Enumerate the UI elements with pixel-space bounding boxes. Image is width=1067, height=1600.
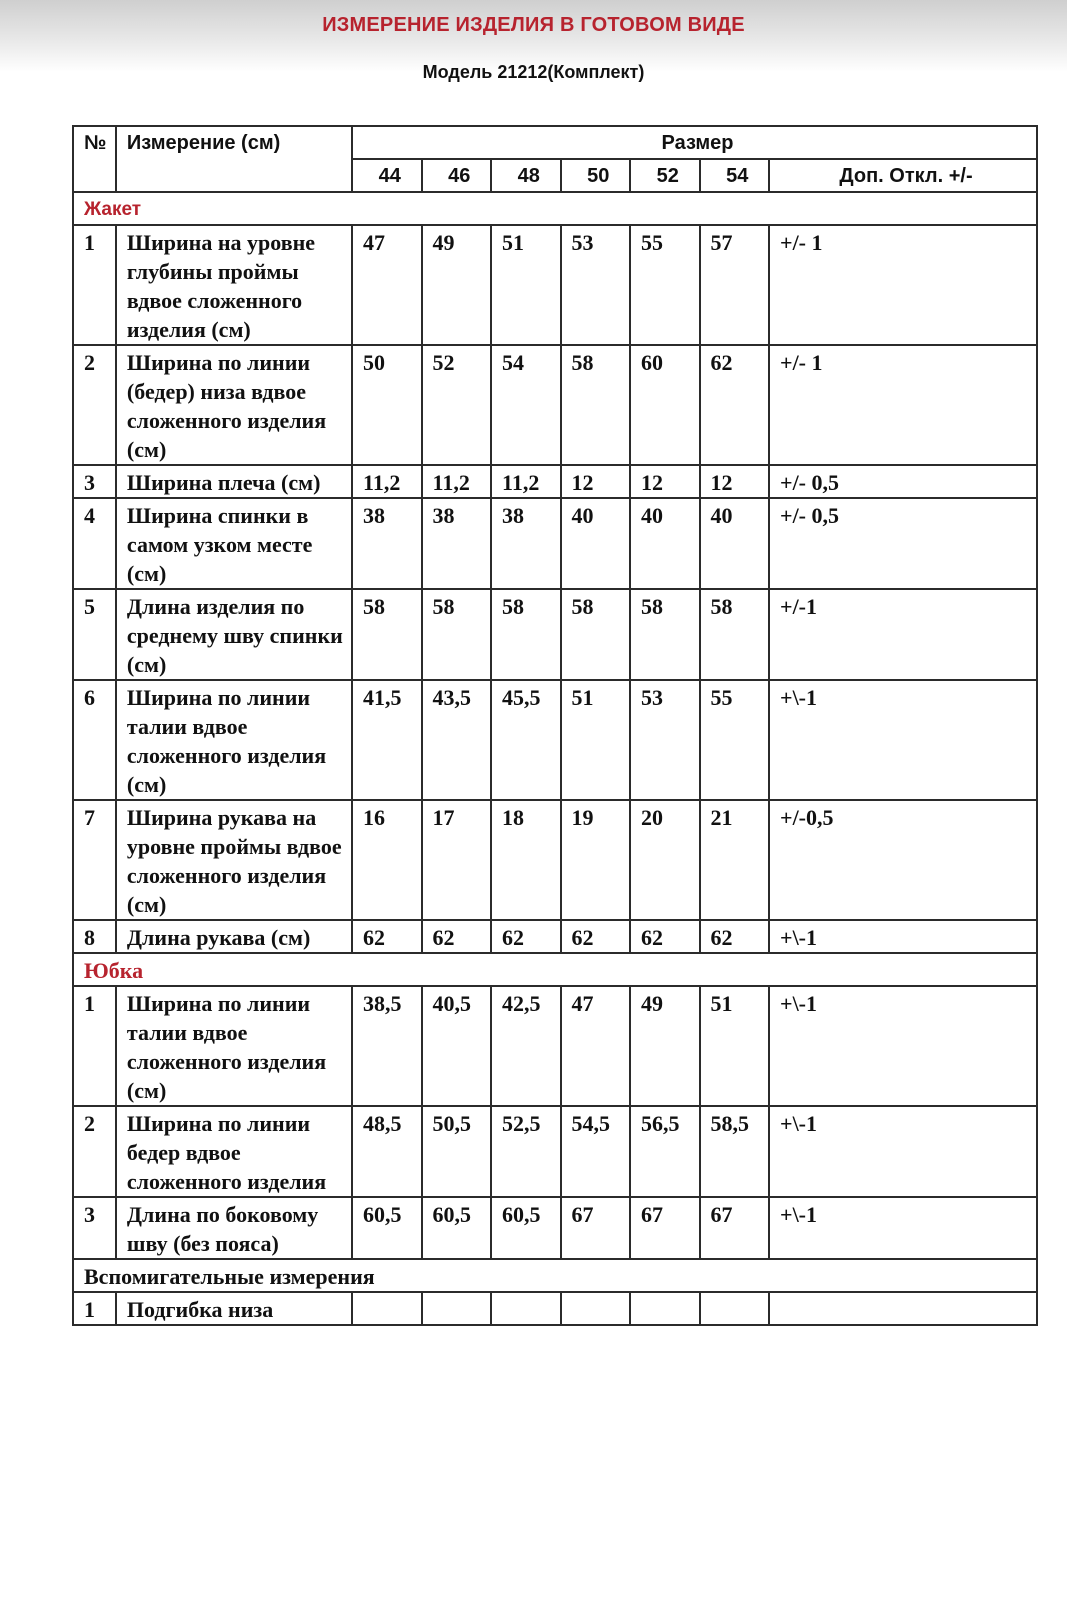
- row-value-size-52: 53: [630, 680, 700, 800]
- row-value-size-50: 40: [561, 498, 631, 589]
- row-number: 2: [73, 1106, 116, 1197]
- row-value-size-46: 50,5: [422, 1106, 492, 1197]
- header-number: №: [73, 126, 116, 192]
- row-measurement: Ширина по линии талии вдвое сложенного изделия (см): [116, 680, 352, 800]
- header-size-48: 48: [491, 159, 561, 192]
- table-row: [73, 589, 1037, 680]
- header-row: [73, 126, 1037, 159]
- row-value-size-54: 55: [700, 680, 770, 800]
- row-value-size-46: [422, 1292, 492, 1325]
- table-row: [73, 498, 1037, 589]
- row-tolerance: +\-1: [769, 986, 1037, 1106]
- header-size: Размер: [352, 126, 1037, 159]
- row-value-size-52: 56,5: [630, 1106, 700, 1197]
- table-row: [73, 986, 1037, 1106]
- section-title: Вспомигательные измерения: [73, 1259, 1037, 1292]
- row-tolerance: +/- 0,5: [769, 498, 1037, 589]
- row-value-size-54: 62: [700, 920, 770, 953]
- row-value-size-44: [352, 1292, 422, 1325]
- row-value-size-44: 16: [352, 800, 422, 920]
- row-value-size-54: 62: [700, 345, 770, 465]
- row-value-size-54: 58: [700, 589, 770, 680]
- row-value-size-50: 67: [561, 1197, 631, 1259]
- row-measurement: Ширина плеча (см): [116, 465, 352, 498]
- table-row: [73, 345, 1037, 465]
- row-value-size-50: 53: [561, 225, 631, 345]
- row-value-size-48: [491, 1292, 561, 1325]
- table-row: [73, 225, 1037, 345]
- row-measurement: Длина рукава (см): [116, 920, 352, 953]
- row-value-size-48: 45,5: [491, 680, 561, 800]
- row-tolerance: +/-0,5: [769, 800, 1037, 920]
- row-measurement: Ширина по линии талии вдвое сложенного изделия (см): [116, 986, 352, 1106]
- row-tolerance: +\-1: [769, 680, 1037, 800]
- row-value-size-44: 62: [352, 920, 422, 953]
- row-measurement: Ширина по линии (бедер) низа вдвое сложенного изделия (см): [116, 345, 352, 465]
- model-name: Модель 21212(Комплект): [422, 62, 645, 82]
- row-value-size-44: 50: [352, 345, 422, 465]
- row-value-size-54: 21: [700, 800, 770, 920]
- row-value-size-52: 49: [630, 986, 700, 1106]
- row-measurement: Длина по боковому шву (без пояса): [116, 1197, 352, 1259]
- row-value-size-54: 51: [700, 986, 770, 1106]
- row-value-size-46: 60,5: [422, 1197, 492, 1259]
- header-measurement: Измерение (см): [116, 126, 352, 192]
- header-size-46: 46: [422, 159, 492, 192]
- section-title: Жакет: [73, 192, 1037, 225]
- row-value-size-44: 47: [352, 225, 422, 345]
- row-value-size-50: 58: [561, 589, 631, 680]
- row-tolerance: +\-1: [769, 920, 1037, 953]
- row-number: 1: [73, 1292, 116, 1325]
- row-value-size-50: 47: [561, 986, 631, 1106]
- row-value-size-52: 67: [630, 1197, 700, 1259]
- table-row: [73, 800, 1037, 920]
- row-value-size-48: 60,5: [491, 1197, 561, 1259]
- document-title: ИЗМЕРЕНИЕ ИЗДЕЛИЯ В ГОТОВОМ ВИДЕ: [322, 14, 745, 36]
- row-measurement: Длина изделия по среднему шву спинки (см): [116, 589, 352, 680]
- row-number: 2: [73, 345, 116, 465]
- row-tolerance: +\-1: [769, 1106, 1037, 1197]
- row-value-size-48: 58: [491, 589, 561, 680]
- row-number: 5: [73, 589, 116, 680]
- row-number: 7: [73, 800, 116, 920]
- row-tolerance: +/- 1: [769, 225, 1037, 345]
- row-tolerance: +/-1: [769, 589, 1037, 680]
- row-measurement: Ширина рукава на уровне проймы вдвое сложенного изделия (см): [116, 800, 352, 920]
- row-value-size-46: 11,2: [422, 465, 492, 498]
- row-value-size-48: 42,5: [491, 986, 561, 1106]
- table-row: [73, 465, 1037, 498]
- row-value-size-44: 38: [352, 498, 422, 589]
- row-measurement: Ширина спинки в самом узком месте (см): [116, 498, 352, 589]
- row-value-size-44: 48,5: [352, 1106, 422, 1197]
- row-measurement: Ширина по линии бедер вдвое сложенного изделия: [116, 1106, 352, 1197]
- row-value-size-46: 49: [422, 225, 492, 345]
- header-size-44: 44: [352, 159, 422, 192]
- row-number: 3: [73, 1197, 116, 1259]
- table-row: [73, 920, 1037, 953]
- row-value-size-50: 62: [561, 920, 631, 953]
- row-number: 4: [73, 498, 116, 589]
- row-value-size-44: 38,5: [352, 986, 422, 1106]
- header-size-50: 50: [561, 159, 631, 192]
- section-row: [73, 953, 1037, 986]
- row-value-size-50: 19: [561, 800, 631, 920]
- row-number: 6: [73, 680, 116, 800]
- measurement-table: [72, 125, 1038, 1326]
- row-value-size-50: 54,5: [561, 1106, 631, 1197]
- row-value-size-48: 52,5: [491, 1106, 561, 1197]
- row-value-size-54: 67: [700, 1197, 770, 1259]
- row-value-size-46: 40,5: [422, 986, 492, 1106]
- row-value-size-48: 62: [491, 920, 561, 953]
- header-size-52: 52: [630, 159, 700, 192]
- row-value-size-48: 54: [491, 345, 561, 465]
- table-row: [73, 680, 1037, 800]
- row-tolerance: [769, 1292, 1037, 1325]
- row-value-size-48: 38: [491, 498, 561, 589]
- row-number: 1: [73, 986, 116, 1106]
- row-value-size-54: 12: [700, 465, 770, 498]
- row-number: 3: [73, 465, 116, 498]
- row-value-size-44: 11,2: [352, 465, 422, 498]
- row-value-size-50: [561, 1292, 631, 1325]
- row-number: 1: [73, 225, 116, 345]
- row-value-size-46: 58: [422, 589, 492, 680]
- row-value-size-52: 62: [630, 920, 700, 953]
- table-row: [73, 1292, 1037, 1325]
- header-tolerance: Доп. Откл. +/-: [769, 159, 1037, 192]
- row-value-size-54: 40: [700, 498, 770, 589]
- row-measurement: Ширина на уровне глубины проймы вдвое сложенного изделия (см): [116, 225, 352, 345]
- row-tolerance: +/- 0,5: [769, 465, 1037, 498]
- row-value-size-50: 58: [561, 345, 631, 465]
- section-row: [73, 192, 1037, 225]
- row-value-size-52: 55: [630, 225, 700, 345]
- row-tolerance: +\-1: [769, 1197, 1037, 1259]
- row-value-size-46: 17: [422, 800, 492, 920]
- row-value-size-44: 60,5: [352, 1197, 422, 1259]
- row-value-size-50: 51: [561, 680, 631, 800]
- row-value-size-52: 60: [630, 345, 700, 465]
- row-value-size-48: 18: [491, 800, 561, 920]
- row-tolerance: +/- 1: [769, 345, 1037, 465]
- row-value-size-48: 11,2: [491, 465, 561, 498]
- row-measurement: Подгибка низа: [116, 1292, 352, 1325]
- row-value-size-52: 58: [630, 589, 700, 680]
- section-row: [73, 1259, 1037, 1292]
- row-value-size-50: 12: [561, 465, 631, 498]
- row-number: 8: [73, 920, 116, 953]
- row-value-size-54: [700, 1292, 770, 1325]
- row-value-size-52: 12: [630, 465, 700, 498]
- table-row: [73, 1197, 1037, 1259]
- row-value-size-44: 58: [352, 589, 422, 680]
- row-value-size-48: 51: [491, 225, 561, 345]
- row-value-size-52: 40: [630, 498, 700, 589]
- row-value-size-52: [630, 1292, 700, 1325]
- row-value-size-44: 41,5: [352, 680, 422, 800]
- row-value-size-46: 38: [422, 498, 492, 589]
- section-title: Юбка: [73, 953, 1037, 986]
- row-value-size-52: 20: [630, 800, 700, 920]
- row-value-size-54: 57: [700, 225, 770, 345]
- row-value-size-46: 62: [422, 920, 492, 953]
- row-value-size-46: 52: [422, 345, 492, 465]
- table-row: [73, 1106, 1037, 1197]
- header-size-54: 54: [700, 159, 770, 192]
- row-value-size-54: 58,5: [700, 1106, 770, 1197]
- row-value-size-46: 43,5: [422, 680, 492, 800]
